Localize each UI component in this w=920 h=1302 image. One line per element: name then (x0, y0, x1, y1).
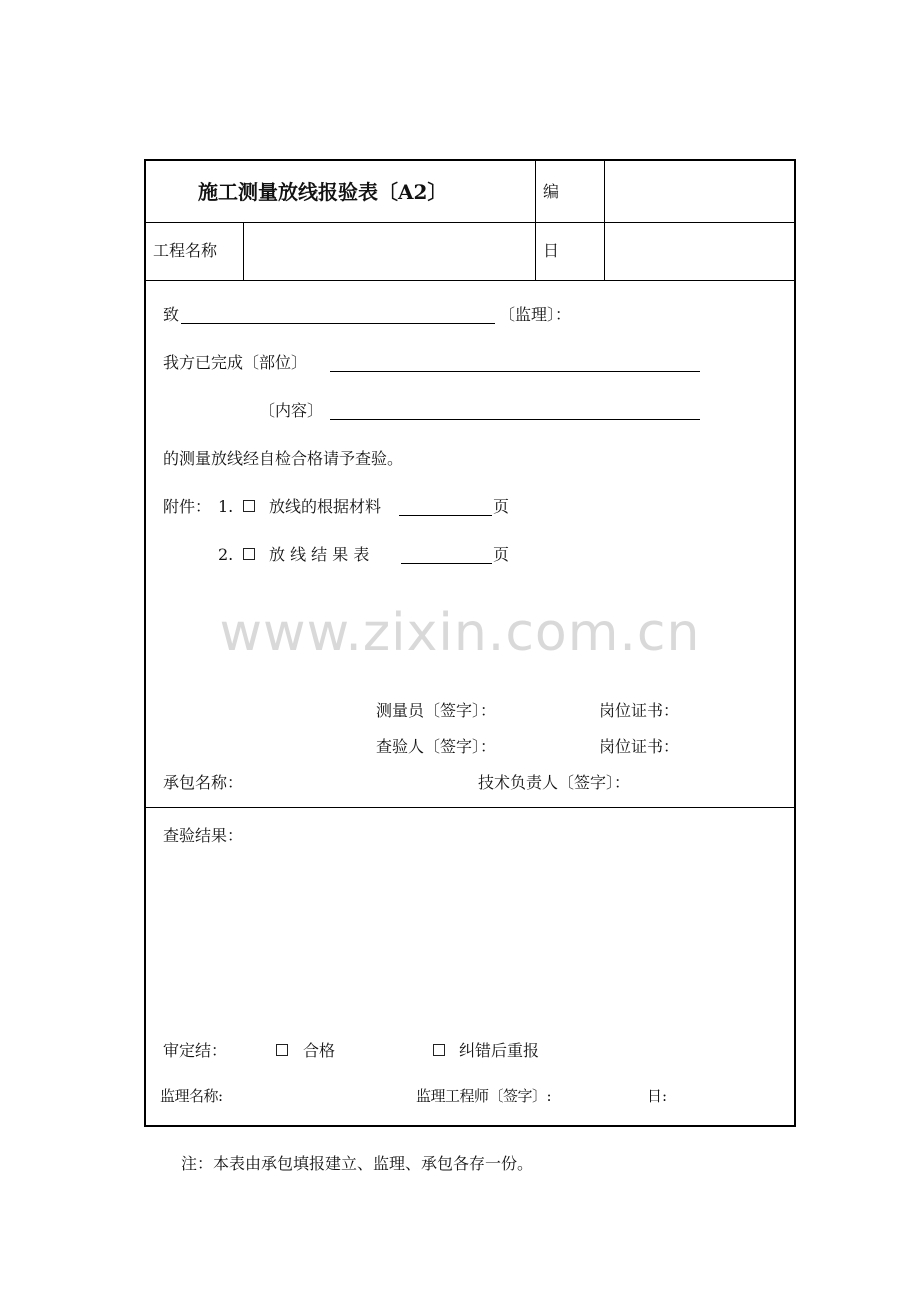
completed-part-label: 我方已完成〔部位〕 (163, 353, 308, 372)
statement-text: 的测量放线经自检合格请予查验。 (163, 449, 404, 468)
attachment-2-label: 放 线 结 果 表 (269, 545, 370, 564)
divider-result (146, 807, 794, 808)
project-name-label: 工程名称 (153, 241, 218, 260)
to-suffix: 〔监理〕： (499, 305, 572, 324)
supervisor-name-label: 监理名称: (160, 1087, 223, 1105)
inspector-sign-label: 查验人〔签字〕： (376, 737, 497, 756)
inspector-cert-label: 岗位证书： (599, 737, 680, 756)
tech-lead-sign-label: 技术负责人〔签字〕： (478, 773, 631, 792)
code-label: 编 (543, 182, 560, 201)
project-name-cell[interactable] (244, 223, 530, 277)
date-value-cell[interactable] (605, 223, 791, 277)
to-recipient-line[interactable] (181, 323, 495, 324)
attachment-2-unit: 页 (493, 545, 510, 564)
divider-row2 (146, 280, 794, 281)
attachment-2-checkbox[interactable] (243, 548, 255, 560)
supervisor-date-label: 日: (647, 1087, 668, 1105)
attachment-1-checkbox[interactable] (243, 500, 255, 512)
resubmit-checkbox[interactable] (433, 1044, 445, 1056)
attachment-2-index: 2. (218, 545, 234, 564)
attachment-1-pages-line[interactable] (399, 515, 492, 516)
watermark-text: www.zixin.com.cn (219, 603, 701, 663)
surveyor-sign-label: 测量员〔签字〕： (376, 701, 497, 720)
resubmit-option-label: 纠错后重报 (459, 1041, 540, 1060)
attachment-1-label: 放线的根据材料 (269, 497, 382, 516)
content-label: 〔内容〕 (259, 401, 324, 420)
contractor-name-label: 承包名称： (163, 773, 244, 792)
footnote: 注：本表由承包填报建立、监理、承包各存一份。 (181, 1154, 534, 1173)
result-label: 查验结果： (163, 826, 244, 845)
conclusion-label: 审定结： (163, 1041, 228, 1060)
attachment-prefix: 附件： (163, 497, 212, 516)
code-value-cell[interactable] (605, 163, 791, 219)
attachment-1-unit: 页 (493, 497, 510, 516)
to-prefix: 致 (163, 305, 180, 324)
result-area[interactable] (160, 852, 780, 1032)
form-title: 施工测量放线报验表〔A2〕 (198, 180, 448, 204)
pass-option-label: 合格 (303, 1041, 336, 1060)
attachment-2-pages-line[interactable] (401, 563, 492, 564)
completed-part-line[interactable] (330, 371, 700, 372)
divider-col-mid (535, 161, 536, 280)
attachment-1-index: 1. (218, 497, 234, 516)
surveyor-cert-label: 岗位证书： (599, 701, 680, 720)
supervisor-engineer-sign-label: 监理工程师〔签字〕: (416, 1087, 552, 1105)
content-line[interactable] (330, 419, 700, 420)
date-label: 日 (543, 241, 560, 260)
pass-checkbox[interactable] (276, 1044, 288, 1056)
